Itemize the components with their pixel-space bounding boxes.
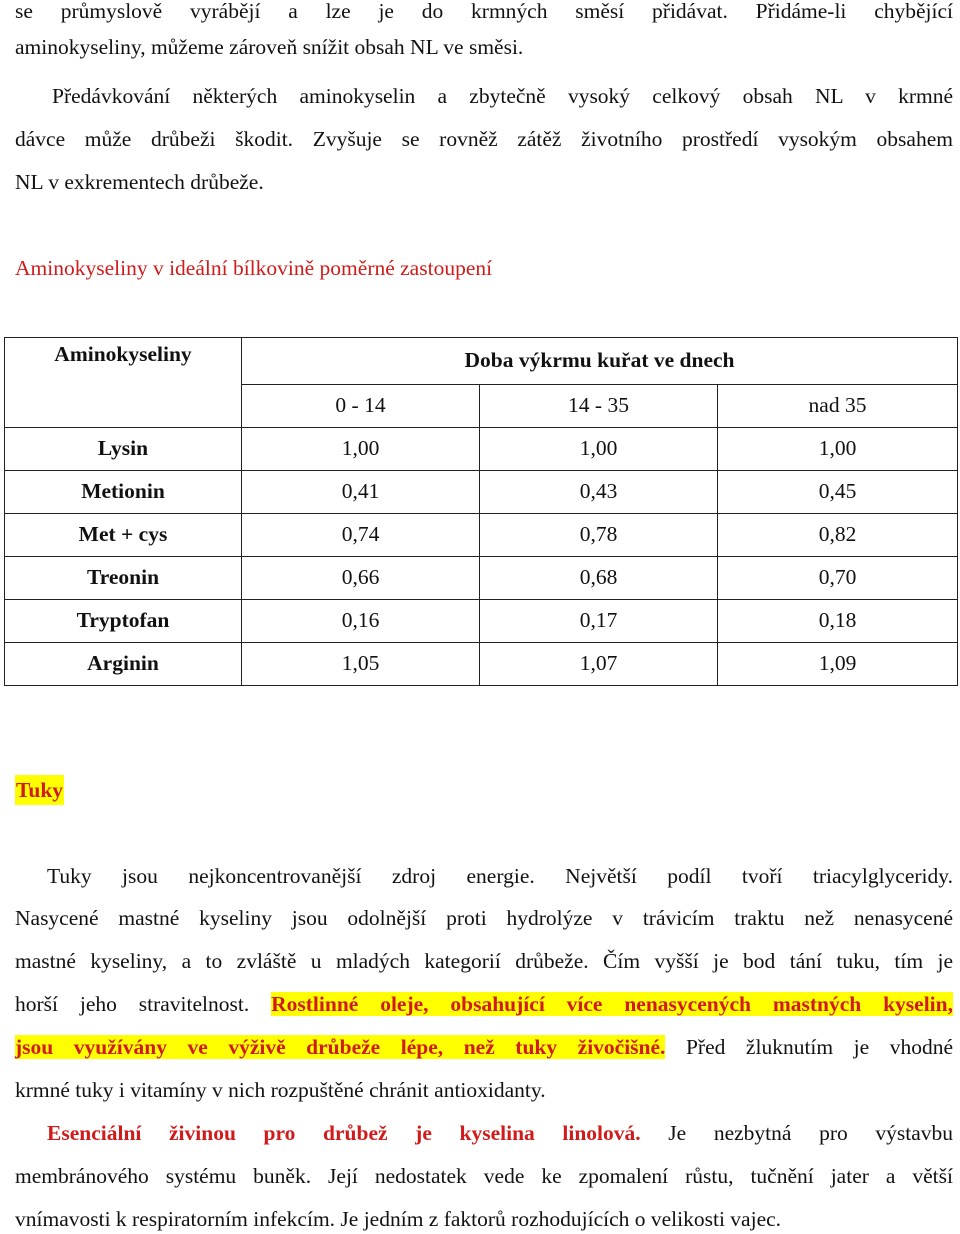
table-heading: Aminokyseliny v ideální bílkovině poměrné zastoupení bbox=[15, 256, 493, 280]
amino-acid-table bbox=[4, 337, 958, 686]
tuky-line-9: vnímavosti k respiratorním infekcím. Je jedním z faktorů rozhodujících o velikosti vajec. bbox=[15, 1207, 782, 1231]
row-name: Arginin bbox=[5, 642, 242, 685]
tuky-line-5-plain: Před žluknutím je vhodné bbox=[665, 1035, 954, 1059]
group-header: Doba výkrmu kuřat ve dnech bbox=[242, 338, 958, 385]
tuky-line-7 bbox=[47, 1118, 953, 1148]
table-cell: 0,68 bbox=[480, 556, 718, 599]
tuky-line-1: Tuky jsou nejkoncentrovanější zdroj energie. Největší podíl tvoří triacylglyceridy. bbox=[47, 864, 953, 888]
period-header: 0 - 14 bbox=[242, 384, 480, 427]
tuky-line-5 bbox=[15, 1032, 953, 1062]
row-name: Treonin bbox=[5, 556, 242, 599]
table-cell: 0,41 bbox=[242, 470, 480, 513]
tuky-line-3: mastné kyseliny, a to zvláště u mladých kategorií drůbeže. Čím vyšší je bod tání tuku, tím je bbox=[15, 949, 953, 973]
intro-line-4: dávce může drůbeži škodit. Zvyšuje se rovněž zátěž životního prostředí vysokým obsahem bbox=[15, 127, 953, 151]
highlight-vyuzivany: jsou využívány ve výživě drůbeže lépe, než tuky živočišné. bbox=[15, 1035, 666, 1059]
col-header-aminokyseliny: Aminokyseliny bbox=[5, 338, 242, 385]
row-name: Met + cys bbox=[5, 513, 242, 556]
tuky-line-4-plain: horší jeho stravitelnost. bbox=[15, 992, 272, 1016]
tuky-line-6: krmné tuky i vitamíny v nich rozpuštěné chránit antioxidanty. bbox=[15, 1078, 546, 1102]
highlight-rostlinne-oleje: Rostlinné oleje, obsahující více nenasycených mastných kyselin, bbox=[271, 992, 953, 1016]
intro-line-3: Předávkování některých aminokyselin a zbytečně vysoký celkový obsah NL v krmné bbox=[52, 84, 953, 108]
row-name: Metionin bbox=[5, 470, 242, 513]
table-cell: 0,78 bbox=[480, 513, 718, 556]
table-cell: 0,43 bbox=[480, 470, 718, 513]
period-header: 14 - 35 bbox=[480, 384, 718, 427]
tuky-line-7-plain: Je nezbytná pro výstavbu bbox=[640, 1121, 954, 1145]
row-name: Tryptofan bbox=[5, 599, 242, 642]
table-cell: 0,66 bbox=[242, 556, 480, 599]
essential-nutrient-text: Esenciální živinou pro drůbež je kyselina linolová. bbox=[47, 1121, 641, 1145]
table-cell: 0,17 bbox=[480, 599, 718, 642]
tuky-line-4 bbox=[15, 989, 953, 1019]
tuky-heading: Tuky bbox=[15, 775, 64, 805]
table-cell: 1,07 bbox=[480, 642, 718, 685]
table-cell: 1,00 bbox=[718, 427, 958, 470]
table-cell: 0,74 bbox=[242, 513, 480, 556]
tuky-line-2: Nasycené mastné kyseliny jsou odolnější proti hydrolýze v trávicím traktu než nenasycené bbox=[15, 906, 953, 930]
table-cell: 1,05 bbox=[242, 642, 480, 685]
intro-line-2: aminokyseliny, můžeme zároveň snížit obsah NL ve směsi. bbox=[15, 35, 524, 59]
table-cell: 0,45 bbox=[718, 470, 958, 513]
table-cell: 1,09 bbox=[718, 642, 958, 685]
tuky-line-8: membránového systému buněk. Její nedostatek vede ke zpomalení růstu, tučnění jater a větší bbox=[15, 1164, 953, 1188]
table-cell: 0,18 bbox=[718, 599, 958, 642]
intro-line-1: se průmyslově vyrábějí a lze je do krmných směsí přidávat. Přidáme-li chybějící bbox=[15, 0, 953, 23]
table-cell: 0,82 bbox=[718, 513, 958, 556]
intro-line-5: NL v exkrementech drůbeže. bbox=[15, 170, 264, 194]
header-spacer bbox=[5, 384, 242, 427]
table-cell: 1,00 bbox=[242, 427, 480, 470]
table-cell: 1,00 bbox=[480, 427, 718, 470]
period-header: nad 35 bbox=[718, 384, 958, 427]
table-cell: 0,16 bbox=[242, 599, 480, 642]
row-name: Lysin bbox=[5, 427, 242, 470]
table-cell: 0,70 bbox=[718, 556, 958, 599]
